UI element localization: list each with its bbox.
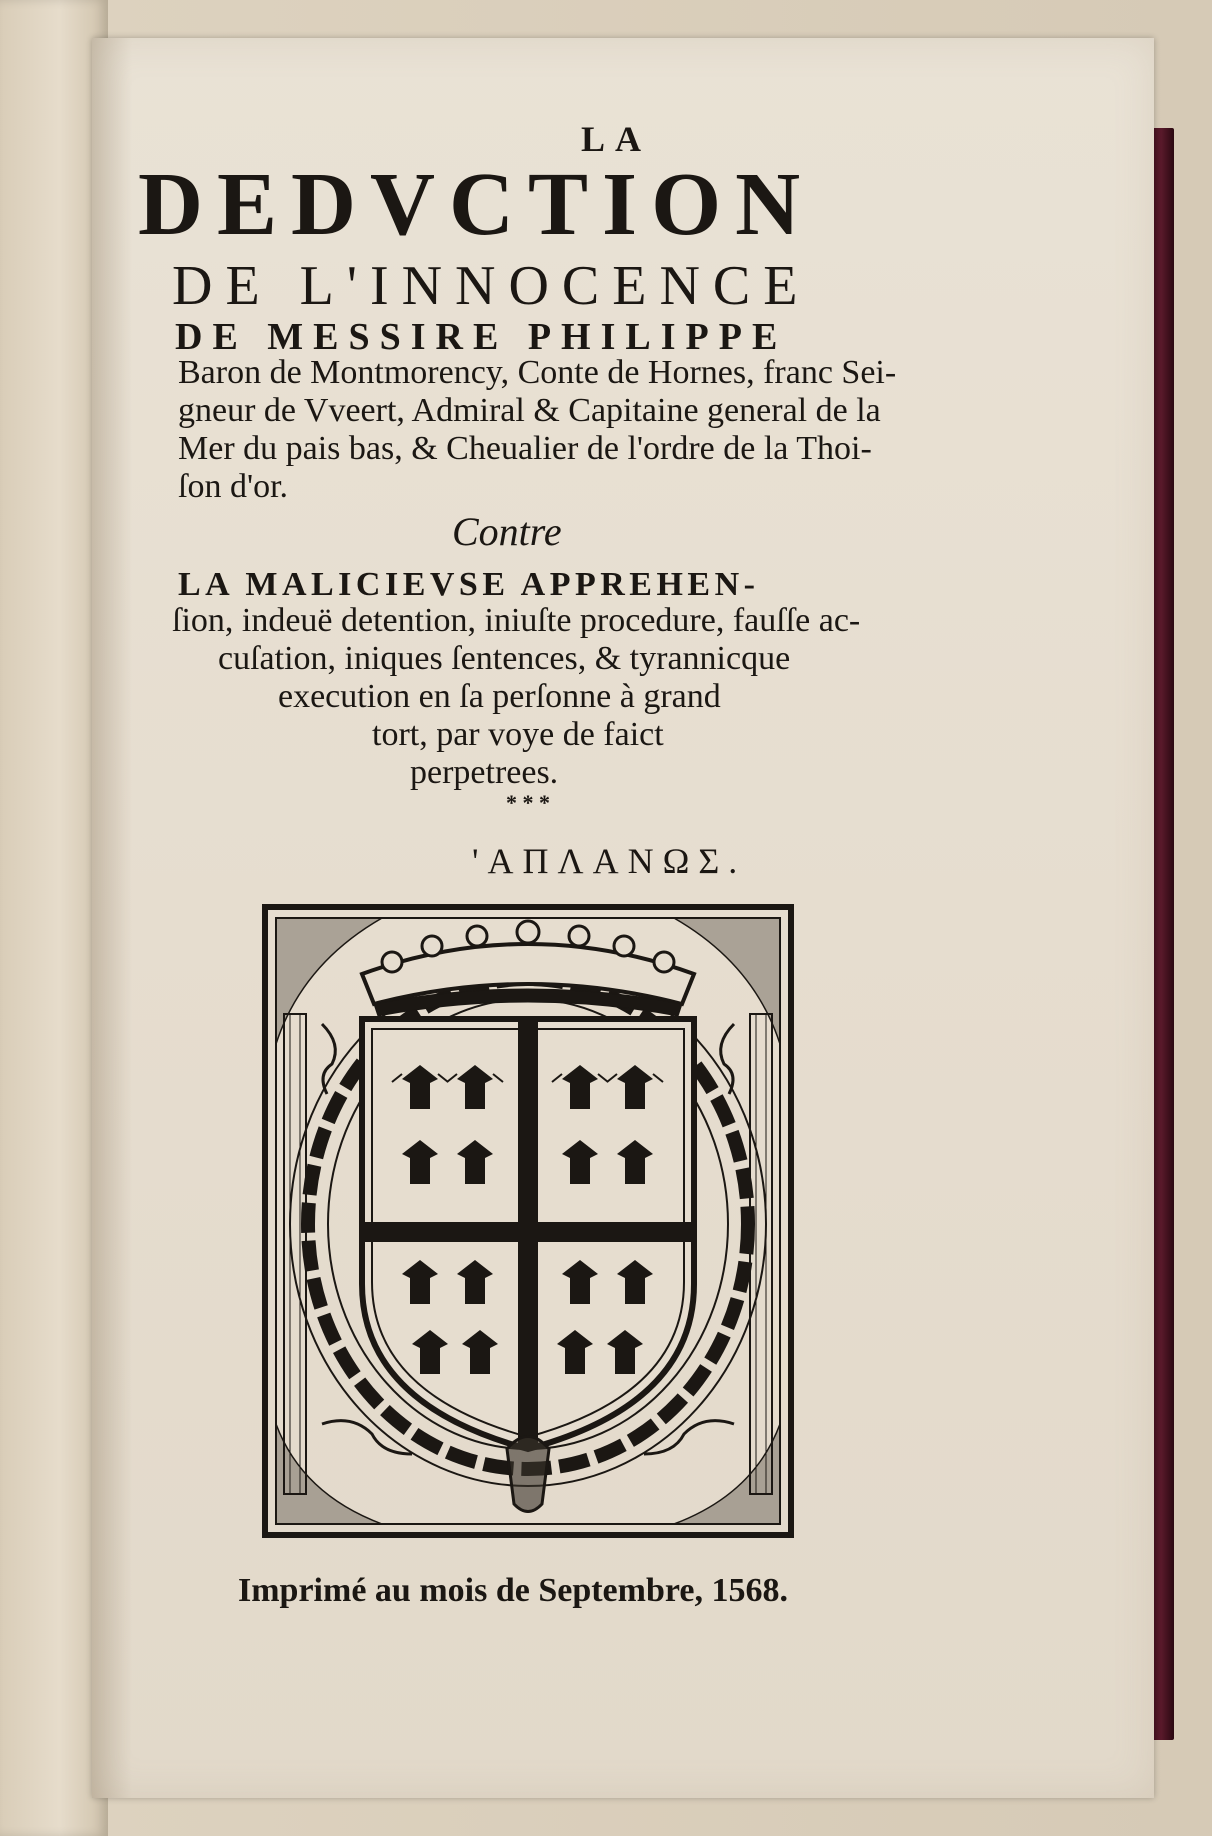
title-deduction: DEDVCTION	[138, 155, 815, 254]
charge-line-5: perpetrees.	[410, 754, 559, 791]
charge-line-2: cuſation, iniques ſentences, & tyrannicque	[218, 640, 791, 677]
contre-heading: Contre	[452, 509, 562, 554]
title-la: LA	[580, 119, 651, 159]
charge-line-4: tort, par voye de faict	[372, 716, 664, 753]
page-gutter-shadow	[92, 38, 132, 1798]
title-messire: DE MESSIRE PHILIPPE	[175, 316, 788, 358]
charge-line-1: ſion, indeuë detention, iniuſte procedure, fauſſe ac-	[172, 602, 861, 639]
greek-motto: 'ΑΠΛΑΝΩΣ.	[472, 841, 747, 881]
asterism-ornament: * * *	[506, 790, 550, 815]
subject-line-3: Mer du pais bas, & Cheualier de l'ordre de la Thoi-	[178, 430, 872, 467]
subject-line-4: ſon d'or.	[178, 468, 289, 505]
subject-line-1: Baron de Montmorency, Conte de Hornes, franc Sei-	[178, 354, 897, 391]
coat-of-arms-icon	[262, 904, 794, 1538]
charge-line-3: execution en ſa perſonne à grand	[278, 678, 721, 715]
subject-line-2: gneur de Vveert, Admiral & Capitaine general de la	[178, 392, 881, 429]
title-innocence: DE L'INNOCENCE	[172, 255, 811, 317]
imprint-line: Imprimé au mois de Septembre, 1568.	[238, 1572, 788, 1609]
malicieuse-line: LA MALICIEVSE APPREHEN-	[178, 566, 760, 603]
